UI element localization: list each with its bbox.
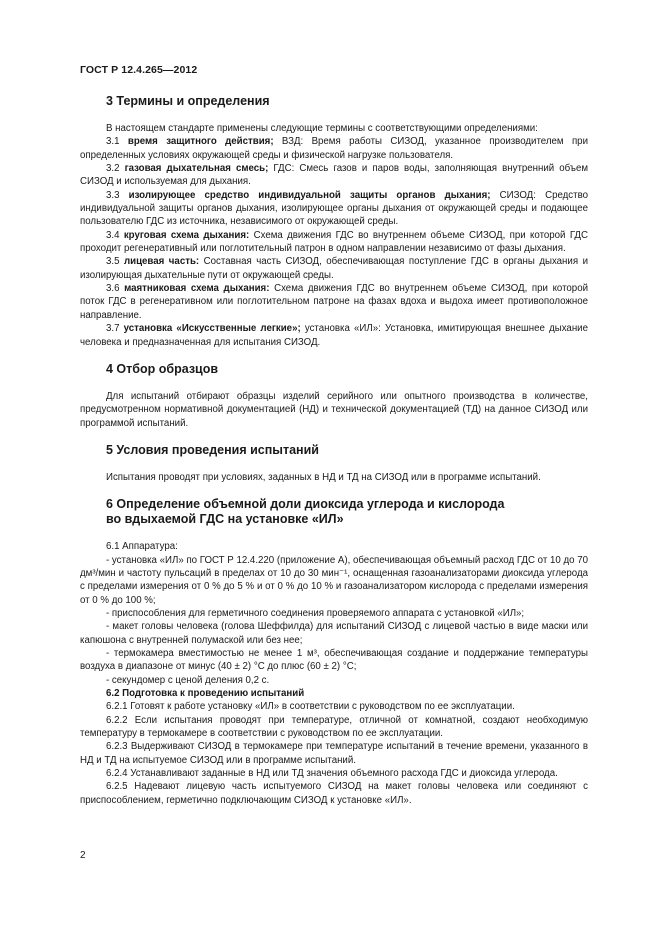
para-6-2-3: 6.2.3 Выдерживают СИЗОД в термокамере при температуре испытаний в течение времени, указанного в НД и ТД на испытуемое СИЗОД или в программе испытаний. bbox=[80, 741, 588, 766]
term-3-6-name: маятниковая схема дыхания: bbox=[124, 283, 270, 295]
para-6-2-1: 6.2.1 Готовят к работе установку «ИЛ» в соответствии с руководством по ее эксплуатации. bbox=[106, 701, 515, 713]
term-3-2-name: газовая дыхательная смесь; bbox=[124, 163, 269, 175]
term-3-1-name: время защитного действия; bbox=[127, 136, 274, 148]
section-3-title: 3 Термины и определения bbox=[106, 94, 270, 108]
para-6-2-4: 6.2.4 Устанавливают заданные в НД или ТД значения объемного расхода ГДС и диоксида углерода. bbox=[106, 768, 558, 780]
para-6-1: 6.1 Аппаратура: bbox=[106, 541, 178, 553]
section-5-title: 5 Условия проведения испытаний bbox=[106, 442, 319, 457]
equipment-item-4: - термокамера вместимостью не менее 1 м³, обеспечивающая создание и поддержание температуры воздуха в диапазоне от минус (40 ± 2) °С до плюс (60 ± 2) °С; bbox=[80, 647, 588, 673]
page-number: 2 bbox=[80, 850, 86, 861]
term-3-3-name: изолирующее средство индивидуальной защиты органов дыхания; bbox=[128, 189, 491, 201]
term-3-4: 3.4 круговая схема дыхания: Схема движения ГДС во внутреннем объеме СИЗОД, при которой ГДС проходит регенеративный или поглотительный патрон в одном направлении независимо от фазы дыхания. bbox=[80, 229, 588, 255]
equipment-item-5: - секундомер с ценой деления 0,2 с. bbox=[106, 674, 270, 686]
page-content bbox=[80, 94, 588, 807]
para-6-2-2: 6.2.2 Если испытания проводят при температуре, отличной от комнатной, создают необходимую температуру в термокамере в соответствии с руководством по ее эксплуатации. bbox=[80, 714, 588, 740]
section-6-title bbox=[80, 497, 588, 527]
term-3-4-name: круговая схема дыхания: bbox=[123, 229, 250, 241]
section-4-text: Для испытаний отбирают образцы изделий серийного или опытного производства в количестве, предусмотренном нормативной документацией (НД) и технической документацией (ТД) на данное СИЗОД или программой испытаний. bbox=[80, 390, 588, 429]
section-5-text: Испытания проводят при условиях, заданных в НД и ТД на СИЗОД или в программе испытаний. bbox=[106, 471, 541, 483]
equipment-item-3: - макет головы человека (голова Шеффилда) для испытаний СИЗОД с лицевой частью в виде маски или капюшона с внутренней полумаской или без нее; bbox=[80, 621, 588, 646]
term-3-5-name: лицевая часть: bbox=[123, 256, 200, 268]
term-3-2: 3.2 газовая дыхательная смесь; ГДС: Смесь газов и паров воды, заполняющая внутренний объем СИЗОД и используемая для дыхания. bbox=[80, 163, 588, 188]
section-4-title: 4 Отбор образцов bbox=[106, 361, 219, 376]
document-header: ГОСТ Р 12.4.265—2012 bbox=[80, 64, 198, 76]
para-6-2-5: 6.2.5 Надевают лицевую часть испытуемого СИЗОД на макет головы человека или соединяют с приспособлением, герметично подключающим СИЗОД к установке «ИЛ». bbox=[80, 781, 588, 806]
term-3-7-name: установка «Искусственные легкие»; bbox=[123, 323, 301, 335]
section-6-title-line2: во вдыхаемой ГДС на установке «ИЛ» bbox=[106, 512, 344, 527]
equipment-item-2: - приспособления для герметичного соединения проверяемого аппарата с установкой «ИЛ»; bbox=[106, 607, 525, 619]
term-3-5: 3.5 лицевая часть: Составная часть СИЗОД, обеспечивающая поступление ГДС в органы дыхания и изолирующая дыхательные пути от окружающей среды. bbox=[80, 256, 588, 281]
para-6-2-heading: 6.2 Подготовка к проведению испытаний bbox=[106, 688, 305, 699]
term-3-7: 3.7 установка «Искусственные легкие»; установка «ИЛ»: Установка, имитирующая внешнее дыхание человека и предназначенная для испытания СИЗОД. bbox=[80, 323, 588, 348]
section-3-intro: В настоящем стандарте применены следующие термины с соответствующими определениями: bbox=[106, 123, 538, 134]
term-3-3: 3.3 изолирующее средство индивидуальной защиты органов дыхания; СИЗОД: Средство индивидуальной защиты органов дыхания, изолирующее органы дыхания от окружающей среды и подающее пользователю ГДС из источника, независимого от окружающей среды. bbox=[80, 189, 589, 228]
section-6-title-line1: 6 Определение объемной доли диоксида углерода и кислорода bbox=[106, 497, 505, 512]
term-3-1: 3.1 время защитного действия; ВЗД: Время работы СИЗОД, указанное производителем при определенных условиях окружающей среды и физической нагрузке пользователя. bbox=[80, 136, 588, 161]
equipment-item-1: - установка «ИЛ» по ГОСТ Р 12.4.220 (приложение А), обеспечивающая объемный расход ГДС от 10 до 70 дм³/мин и частоту пульсаций в пределах от 10 до 30 мин⁻¹, оснащенная газоанализаторами диоксида углерода с пределами измерения от 0 % до 5 % и от 0 % до 10 % и газоанализатором кислорода с пределами измерения от 0 % до 100 %; bbox=[80, 554, 588, 606]
term-3-6: 3.6 маятниковая схема дыхания: Схема движения ГДС во внутреннем объеме СИЗОД, при которой поток ГДС в регенеративном или поглотительном патроне на фазах вдоха и выдоха имеет противоположное направление. bbox=[80, 283, 588, 321]
